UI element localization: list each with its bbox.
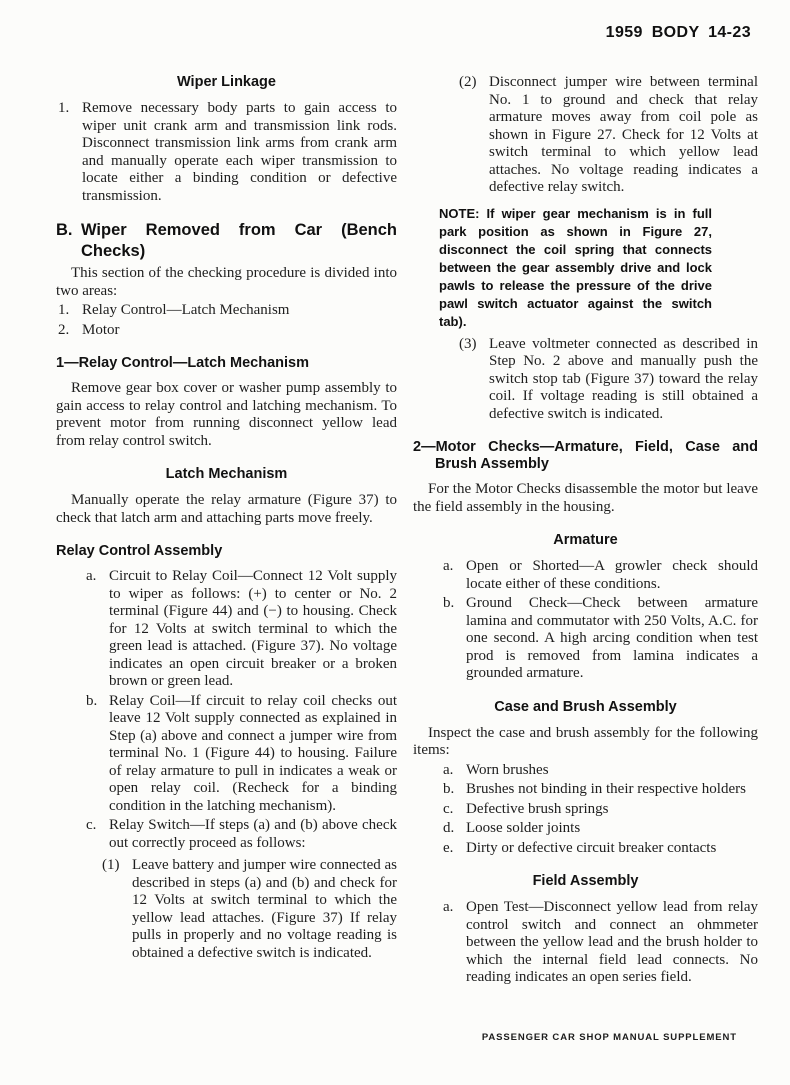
sub-heading: Relay Control Assembly: [56, 543, 223, 559]
lettered-item: [86, 693, 397, 816]
item-marker: d.: [443, 820, 455, 836]
item-marker: (3): [459, 335, 477, 352]
paragraph: Inspect the case and brush assembly for the following items:: [413, 724, 758, 758]
item-marker: 1.: [58, 100, 70, 116]
item-marker: a.: [443, 761, 454, 778]
section-heading: Armature: [553, 532, 618, 548]
lettered-item: [443, 595, 758, 683]
item-text: Defective brush springs: [466, 800, 609, 817]
item-marker: a.: [86, 568, 97, 584]
item-text: Worn brushes: [466, 761, 549, 778]
item-text: Leave voltmeter connected as described in Step No. 2 above and manually push the switch stop tab (Figure 37) toward the relay coil. If voltage reading is still obtained a defective switch is indicated.: [489, 335, 758, 422]
page-header: 1959 BODY 14-23: [605, 24, 751, 41]
numbered-item: [58, 302, 397, 320]
lettered-item: [443, 558, 758, 593]
paragraph: Remove gear box cover or washer pump assembly to gain access to relay control and latching mechanism. To prevent motor from running disconnect yellow lead from relay control switch.: [56, 380, 397, 449]
numbered-item: [58, 100, 397, 205]
paragraph: For the Motor Checks disassemble the motor but leave the field assembly in the housing.: [413, 481, 758, 515]
section-heading: [56, 220, 397, 262]
item-text: Relay Control—Latch Mechanism: [82, 302, 290, 318]
paragraph: This section of the checking procedure is divided into two areas:: [56, 265, 397, 299]
item-text: Dirty or defective circuit breaker contacts: [466, 839, 717, 856]
item-marker: b.: [443, 781, 455, 797]
item-text: Disconnect jumper wire between terminal No. 1 to ground and check that relay armature moves away from coil pole as shown in Figure 27. Check for 12 Volts at switch terminal to which yellow lead attaches. No voltage reading indicates a defective relay switch.: [489, 74, 758, 195]
item-text: Brushes not binding in their respective holders: [466, 781, 746, 797]
item-text: Relay Switch—If steps (a) and (b) above check out correctly proceed as follows:: [109, 817, 397, 851]
lettered-item: [443, 781, 758, 799]
item-text: Motor: [82, 321, 120, 338]
paragraph: Manually operate the relay armature (Figure 37) to check that latch arm and attaching parts move freely.: [56, 492, 397, 526]
column-right: [413, 74, 758, 989]
sub-heading: 2—Motor Checks—Armature, Field, Case and Brush Assembly: [413, 439, 758, 472]
numbered-sub-item: [102, 857, 397, 962]
page-footer: PASSENGER CAR SHOP MANUAL SUPPLEMENT: [481, 1032, 737, 1043]
item-marker: (1): [102, 857, 120, 873]
note-block: NOTE: If wiper gear mechanism is in full park position as shown in Figure 27, disconnect the coil spring that connects between the gear assembly drive and lock pawls to release the pressure of the drive pawl switch actuator against the switch tab).: [439, 205, 712, 329]
section-heading: Wiper Linkage: [177, 74, 276, 90]
item-text: Leave battery and jumper wire connected as described in steps (a) and (b) and check for 12 Volts at switch terminal to which the yellow lead attaches. (Figure 37) If relay pulls in properly and no voltage reading is obtained a defective switch is indicated.: [132, 857, 397, 961]
numbered-sub-item: [459, 74, 758, 197]
item-text: Wiper Removed from Car (Bench Checks): [81, 221, 397, 260]
lettered-item: [443, 801, 758, 819]
section-heading: Field Assembly: [532, 873, 639, 889]
lettered-item: [443, 820, 758, 838]
lettered-item: [443, 840, 758, 858]
lettered-item: [86, 568, 397, 691]
section-heading: Latch Mechanism: [165, 466, 288, 482]
lettered-item: [443, 899, 758, 987]
item-marker: b.: [443, 595, 455, 611]
item-marker: c.: [443, 800, 454, 817]
item-marker: (2): [459, 74, 477, 90]
sub-heading: 1—Relay Control—Latch Mechanism: [56, 355, 309, 371]
lettered-item: [86, 817, 397, 852]
item-text: Open or Shorted—A growler check should locate either of these conditions.: [466, 558, 758, 592]
item-marker: a.: [443, 899, 454, 915]
item-marker: B.: [56, 221, 73, 239]
item-text: Circuit to Relay Coil—Connect 12 Volt supply to wiper as follows: (+) to center or No. 2 terminal (Figure 44) and (−) to housing. Check for 12 Volts at switch terminal to which the green lead is attached. (Figure 37). No voltage indicates an open circuit breaker or a broken brown or green lead.: [109, 568, 397, 689]
item-text: Ground Check—Check between armature lamina and commutator with 250 Volts, A.C. for one second. A high arcing condition when test prod is removed from lamina indicates a grounded armature.: [466, 595, 758, 681]
item-text: Remove necessary body parts to gain access to wiper unit crank arm and transmission link rods. Disconnect transmission link arms from crank arm and manually operate each wiper transmission to locate either a binding condition or defective transmission.: [82, 100, 397, 204]
item-marker: 1.: [58, 302, 70, 318]
item-marker: a.: [443, 558, 454, 574]
item-text: Open Test—Disconnect yellow lead from relay control switch and connect an ohmmeter between the yellow lead and the brush holder to which the internal field lead connects. No reading indicates an open series field.: [466, 899, 758, 985]
item-text: Relay Coil—If circuit to relay coil checks out leave 12 Volt supply connected as explained in Step (a) above and connect a jumper wire from terminal No. 1 (Figure 44) to housing. Failure of relay armature to pull in indicates a weak or open relay coil. (Recheck for a binding condition in the latching mechanism).: [109, 692, 397, 814]
numbered-item: [58, 322, 397, 340]
column-left: [56, 74, 397, 967]
section-heading: Case and Brush Assembly: [494, 698, 677, 715]
item-marker: c.: [86, 817, 97, 833]
item-marker: e.: [443, 839, 454, 856]
item-marker: 2.: [58, 321, 70, 338]
item-text: Loose solder joints: [466, 820, 581, 836]
numbered-sub-item: [459, 336, 758, 424]
item-marker: b.: [86, 692, 98, 709]
lettered-item: [443, 762, 758, 780]
